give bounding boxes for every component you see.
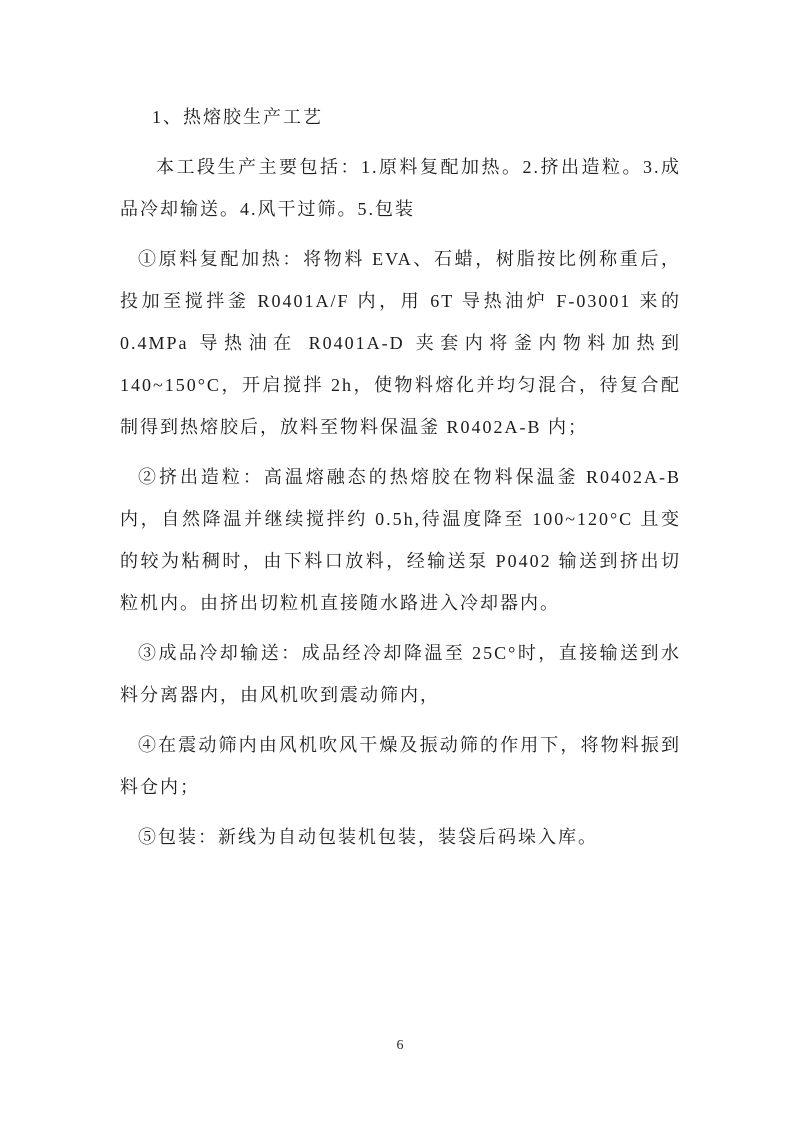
paragraph-step-5-packaging: ⑤包装：新线为自动包装机包装，装袋后码垛入库。 (138, 827, 598, 847)
page-footer (0, 1036, 800, 1054)
section-heading: 1、热熔胶生产工艺 (152, 107, 323, 127)
paragraph-process-overview: 本工段生产主要包括：1.原料复配加热。2.挤出造粒。3.成品冷却输送。4.风干过筛。5.包装 (120, 157, 681, 219)
paragraph-step-3-cooling-conveying: ③成品冷却输送：成品经冷却降温至 25C°时，直接输送到水料分离器内，由风机吹到震动筛内， (120, 643, 681, 705)
paragraph-step-2-extrusion-pelletizing: ②挤出造粒：高温熔融态的热熔胶在物料保温釜 R0402A-B 内，自然降温并继续搅拌约 0.5h,待温度降至 100~120°C 且变的较为粘稠时，由下料口放料，经输送泵 P0402 输送到挤出切粒机内。由挤出切粒机直接随水路进入冷却器内。 (120, 467, 681, 613)
paragraph-step-4-air-dry-sieving: ④在震动筛内由风机吹风干燥及振动筛的作用下，将物料振到料仓内； (120, 735, 681, 797)
document-text-block (120, 96, 681, 866)
page-number: 6 (396, 1038, 404, 1053)
paragraph-step-1-material-heating: ①原料复配加热：将物料 EVA、石蜡，树脂按比例称重后，投加至搅拌釜 R0401A/F 内，用 6T 导热油炉 F-03001 来的 0.4MPa 导热油在 R0401A-D 夹套内将釜内物料加热到 140~150°C，开启搅拌 2h，使物料熔化并均匀混合，待复合配制得到热熔胶后，放料至物料保温釜 R0402A-B 内； (120, 249, 681, 437)
